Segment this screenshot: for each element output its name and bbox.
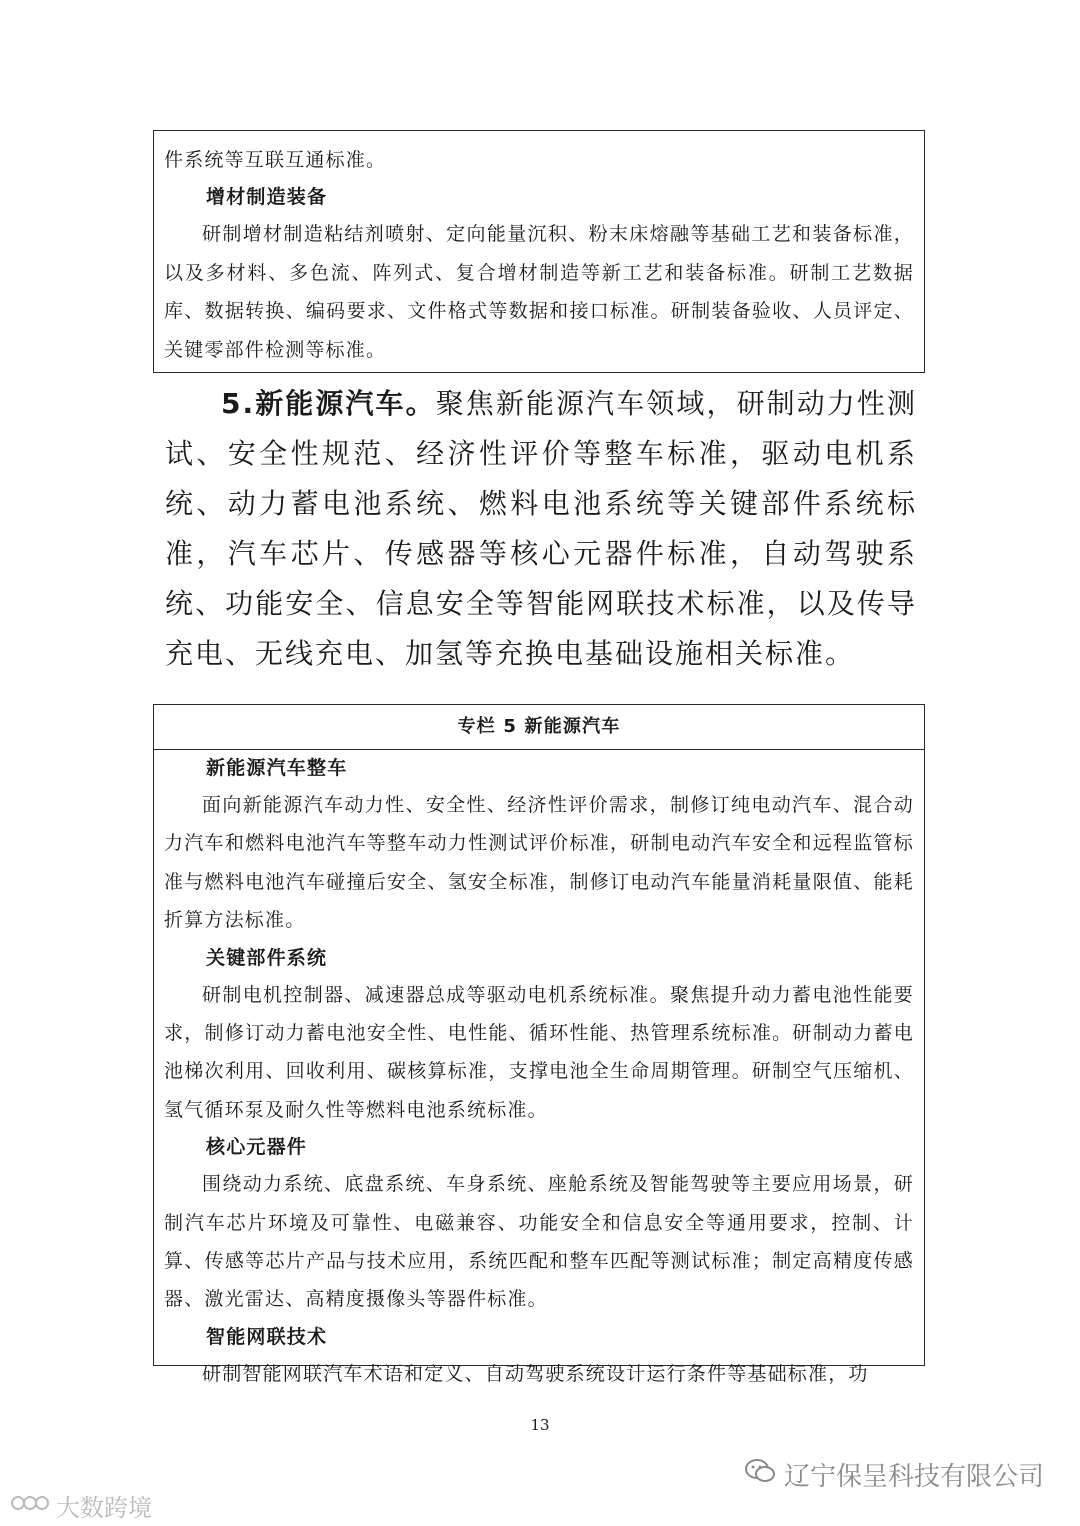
- column-title: 专栏 5 新能源汽车: [154, 705, 924, 750]
- page-number: 13: [530, 1416, 550, 1434]
- column-body: [154, 750, 924, 1393]
- box-paragraph: 研制增材制造粘结剂喷射、定向能量沉积、粉末床熔融等基础工艺和装备标准，以及多材料、多色流、阵列式、复合增材制造等新工艺和装备标准。研制工艺数据库、数据转换、编码要求、文件格式等数据和接口标准。研制装备验收、人员评定、关键零部件检测等标准。: [164, 223, 914, 361]
- watermark-company-text: 辽宁保呈科技有限公司: [783, 1462, 1044, 1492]
- box-continued-line: 件系统等互联互通标准。: [164, 149, 387, 171]
- column-subheading: 新能源汽车整车: [206, 757, 348, 779]
- column-subheading: 智能网联技术: [206, 1325, 328, 1348]
- box-subheading: 增材制造装备: [206, 186, 328, 209]
- logo-icon: [10, 1491, 50, 1521]
- column-paragraph: 面向新能源汽车动力性、安全性、经济性评价需求，制修订纯电动汽车、混合动力汽车和燃料电池汽车等整车动力性测试评价标准，研制电动汽车安全和远程监管标准与燃料电池汽车碰撞后安全、氢安全标准，制修订电动汽车能量消耗量限值、能耗折算方法标准。: [164, 794, 914, 932]
- column-subheading: 关键部件系统: [206, 946, 328, 969]
- watermark-brand: [10, 1488, 152, 1523]
- watermark-company: [744, 1456, 1044, 1493]
- section-5-lead: 5.新能源汽车。: [221, 387, 436, 420]
- continued-box: [153, 130, 925, 373]
- column-paragraph: 研制智能网联汽车术语和定义、自动驾驶系统设计运行条件等基础标准，功: [202, 1362, 869, 1385]
- section-5-text: 聚焦新能源汽车领域，研制动力性测试、安全性规范、经济性评价等整车标准，驱动电机系统、动力蓄电池系统、燃料电池系统等关键部件系统标准，汽车芯片、传感器等核心元器件标准，自动驾驶系统、功能安全、信息安全等智能网联技术标准，以及传导充电、无线充电、加氢等充换电基础设施相关标准。: [165, 387, 917, 670]
- column-subheading: 核心元器件: [206, 1136, 308, 1159]
- column-box-5: [153, 704, 925, 1385]
- wechat-icon: [744, 1457, 776, 1492]
- watermark-brand-text: 大数跨境: [56, 1494, 152, 1522]
- column-paragraph: 研制电机控制器、减速器总成等驱动电机系统标准。聚焦提升动力蓄电池性能要求，制修订动力蓄电池安全性、电性能、循环性能、热管理系统标准。研制动力蓄电池梯次利用、回收利用、碳核算标准，支撑电池全生命周期管理。研制空气压缩机、氢气循环泵及耐久性等燃料电池系统标准。: [164, 983, 914, 1121]
- column-paragraph: 围绕动力系统、底盘系统、车身系统、座舱系统及智能驾驶等主要应用场景，研制汽车芯片环境及可靠性、电磁兼容、功能安全和信息安全等通用要求，控制、计算、传感等芯片产品与技术应用，系统匹配和整车匹配等测试标准；制定高精度传感器、激光雷达、高精度摄像头等器件标准。: [164, 1173, 914, 1311]
- section-5-paragraph: [165, 379, 917, 679]
